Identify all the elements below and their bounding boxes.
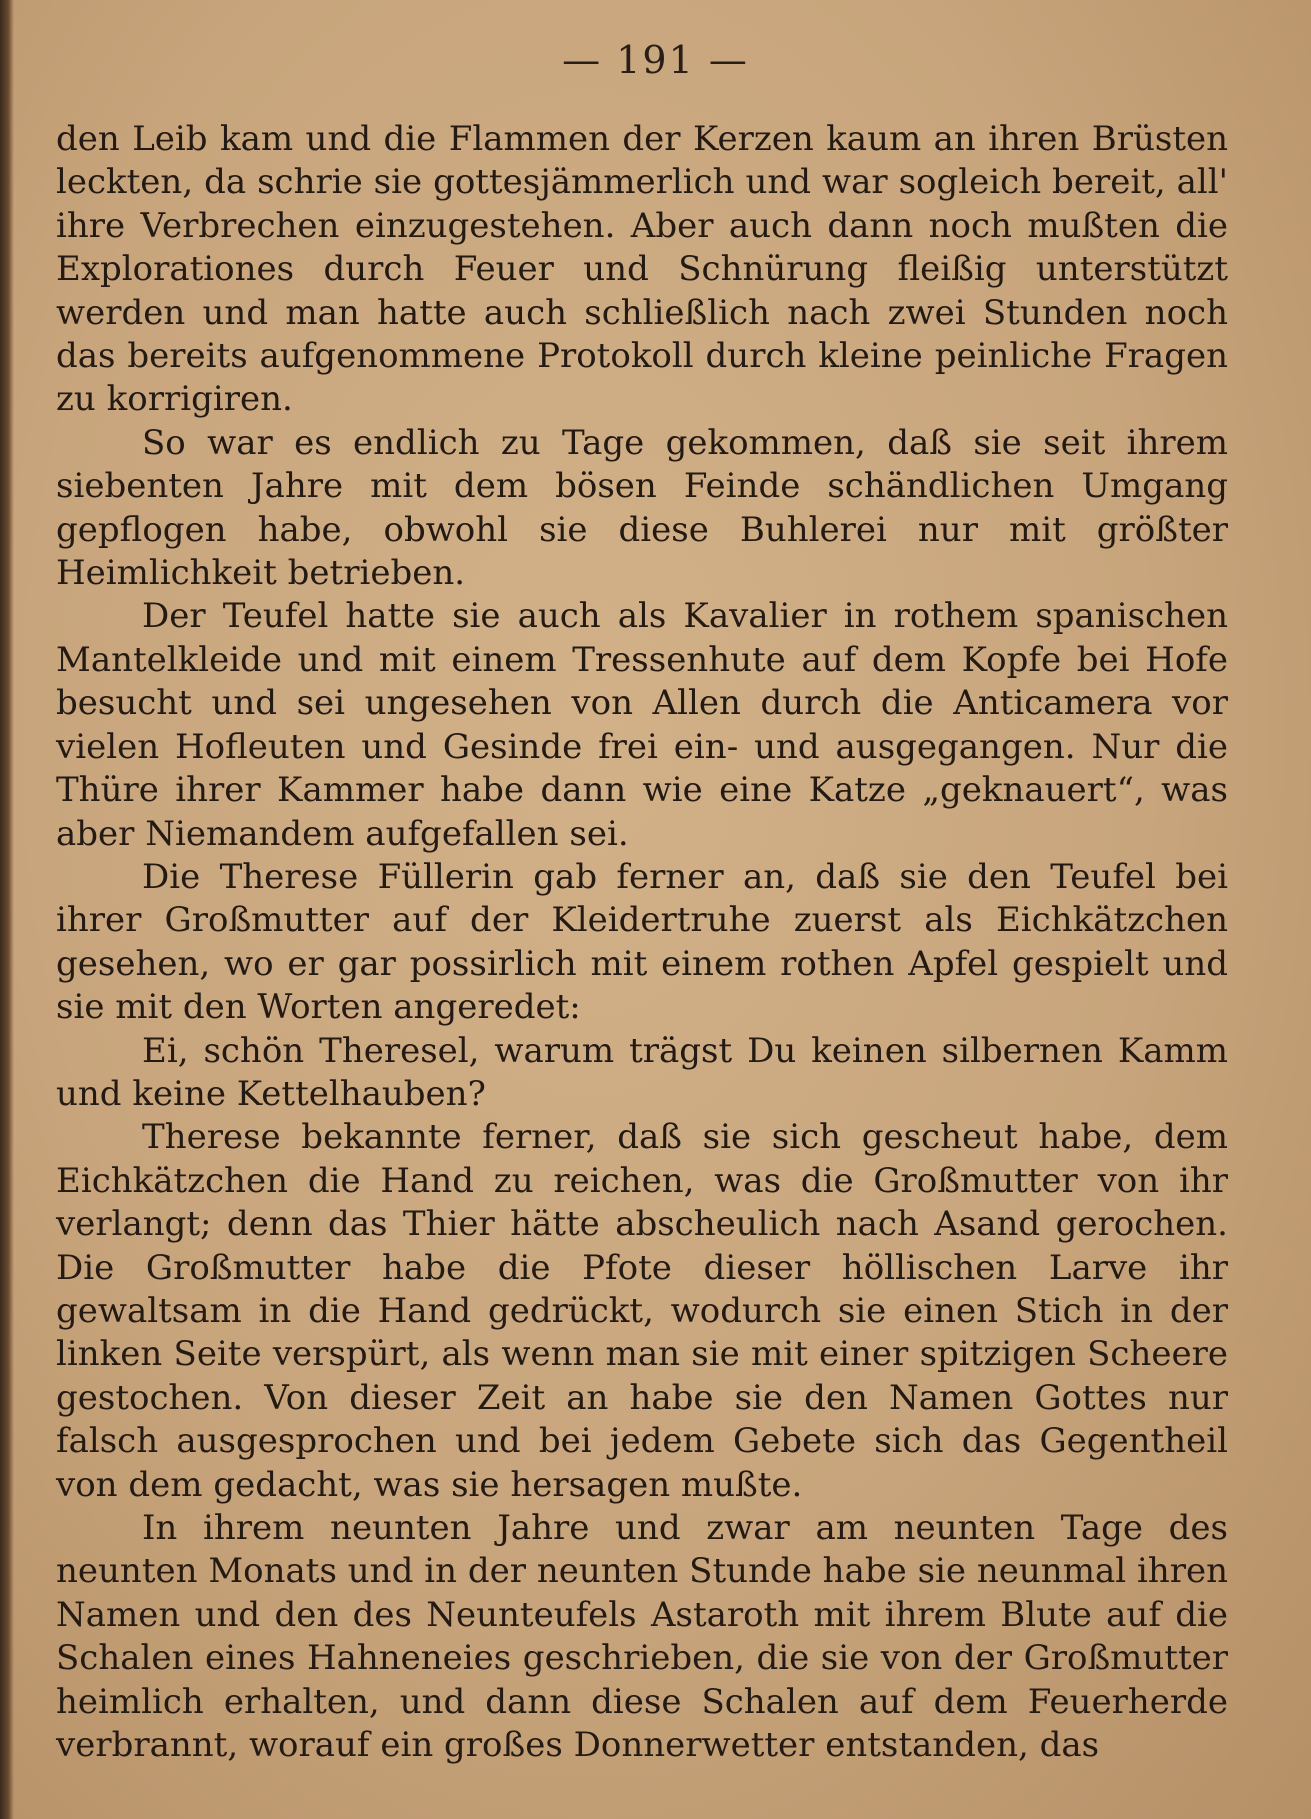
paragraph: So war es endlich zu Tage gekommen, daß sie seit ihrem siebenten Jahre mit dem bösen Feinde schändlichen Umgang gepflogen habe, obwohl sie diese Buhlerei nur mit größter Heimlichkeit betrieben.	[56, 422, 1228, 594]
paragraph: Ei, schön Theresel, warum trägst Du keinen silbernen Kamm und keine Kettelhauben?	[56, 1030, 1228, 1114]
page-edge-shadow	[0, 0, 14, 1819]
body-text	[56, 118, 1228, 1767]
paragraph: In ihrem neunten Jahre und zwar am neunten Tage des neunten Monats und in der neunten Stunde habe sie neunmal ihren Namen und den des Neunteufels Astaroth mit ihrem Blute auf die Schalen eines Hahneneies geschrieben, die sie von der Großmutter heimlich erhalten, und dann diese Schalen auf dem Feuerherde verbrannt, worauf ein großes Donnerwetter entstanden, das	[56, 1508, 1228, 1766]
paragraph: den Leib kam und die Flammen der Kerzen kaum an ihren Brüsten leckten, da schrie sie gottesjämmerlich und war sogleich bereit, all' ihre Verbrechen einzugestehen. Aber auch dann noch mußten die Explorationes durch Feuer und Schnürung fleißig unterstützt werden und man hatte auch schließlich nach zwei Stunden noch das bereits aufgenommene Protokoll durch kleine peinliche Fragen zu korrigiren.	[56, 119, 1228, 420]
page-number: — 191 —	[562, 38, 749, 82]
paragraph: Der Teufel hatte sie auch als Kavalier in rothem spanischen Mantelkleide und mit einem Tressenhute auf dem Kopfe bei Hofe besucht und sei ungesehen von Allen durch die Anticamera vor vielen Hofleuten und Gesinde frei ein- und ausgegangen. Nur die Thüre ihrer Kammer habe dann wie eine Katze „geknauert“, was aber Niemandem aufgefallen sei.	[56, 596, 1228, 854]
paragraph: Die Therese Füllerin gab ferner an, daß sie den Teufel bei ihrer Großmutter auf der Kleidertruhe zuerst als Eichkätzchen gesehen, wo er gar possirlich mit einem rothen Apfel gespielt und sie mit den Worten angeredet:	[56, 856, 1228, 1028]
paragraph: Therese bekannte ferner, daß sie sich gescheut habe, dem Eichkätzchen die Hand zu reichen, was die Großmutter von ihr verlangt; denn das Thier hätte abscheulich nach Asand gerochen. Die Großmutter habe die Pfote dieser höllischen Larve ihr gewaltsam in die Hand gedrückt, wodurch sie einen Stich in der linken Seite verspürt, als wenn man sie mit einer spitzigen Scheere gestochen. Von dieser Zeit an habe sie den Namen Gottes nur falsch ausgesprochen und bei jedem Gebete sich das Gegentheil von dem gedacht, was sie hersagen mußte.	[56, 1117, 1228, 1505]
